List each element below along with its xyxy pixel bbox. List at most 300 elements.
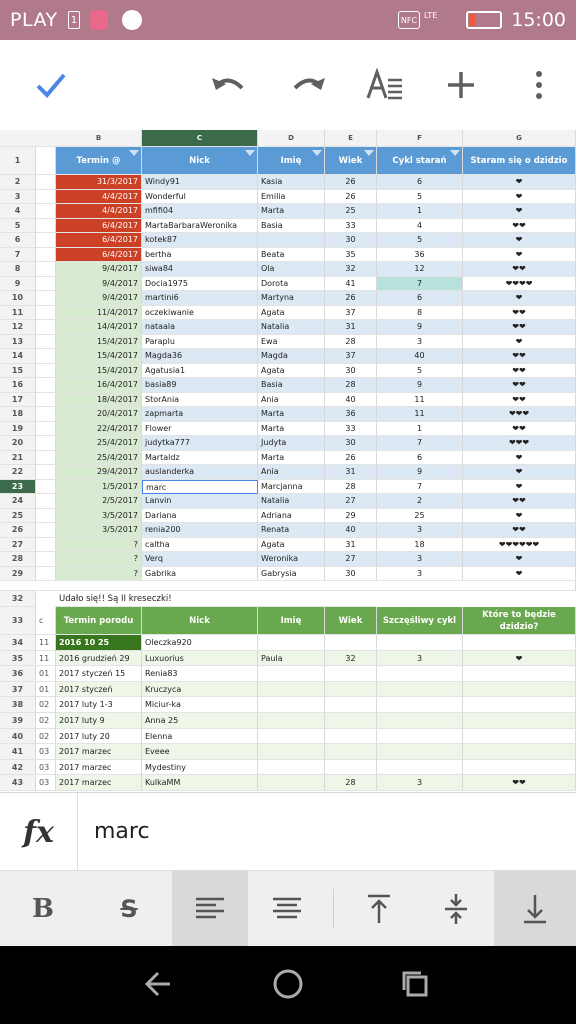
table-cell[interactable]: Agata xyxy=(258,538,325,553)
row-number[interactable]: 8 xyxy=(0,262,36,277)
bold-button[interactable] xyxy=(0,871,86,947)
filter-icon[interactable] xyxy=(245,150,255,156)
table-cell[interactable]: 32 xyxy=(325,262,377,277)
hearts-cell[interactable]: ❤❤ xyxy=(463,320,576,335)
table-cell[interactable]: Wonderful xyxy=(142,190,258,205)
empty-cell[interactable] xyxy=(36,262,56,277)
table-cell[interactable] xyxy=(258,682,325,698)
table-cell[interactable] xyxy=(325,729,377,745)
table-cell[interactable]: 28 xyxy=(325,775,377,791)
table-cell[interactable] xyxy=(325,713,377,729)
date-cell[interactable]: 25/4/2017 xyxy=(56,451,142,466)
row-number[interactable]: 35 xyxy=(0,651,36,667)
date-cell[interactable]: 14/4/2017 xyxy=(56,320,142,335)
table-cell[interactable]: MartaBarbaraWeronika xyxy=(142,219,258,234)
table-cell[interactable]: Paraplu xyxy=(142,335,258,350)
table-cell[interactable]: Eveee xyxy=(142,744,258,760)
date-cell[interactable]: 2/5/2017 xyxy=(56,494,142,509)
table-cell[interactable]: Dorota xyxy=(258,277,325,292)
table-cell[interactable]: 30 xyxy=(325,436,377,451)
empty-cell[interactable] xyxy=(36,465,56,480)
table-cell[interactable]: 33 xyxy=(325,219,377,234)
table-cell[interactable]: Marta xyxy=(258,204,325,219)
table-cell[interactable]: 3 xyxy=(377,775,463,791)
table-cell[interactable]: Ewa xyxy=(258,335,325,350)
hearts-cell[interactable]: ❤❤ xyxy=(463,378,576,393)
column-letter[interactable]: F xyxy=(377,130,463,147)
table-cell[interactable]: 33 xyxy=(325,422,377,437)
date-cell[interactable]: 22/4/2017 xyxy=(56,422,142,437)
table-cell[interactable]: auslanderka xyxy=(142,465,258,480)
empty-cell[interactable] xyxy=(36,335,56,350)
table-cell[interactable] xyxy=(377,713,463,729)
row-number[interactable]: 17 xyxy=(0,393,36,408)
table-cell[interactable] xyxy=(325,744,377,760)
table-cell[interactable] xyxy=(258,635,325,651)
table-cell[interactable]: Mydestiny xyxy=(142,760,258,776)
table-cell[interactable]: 6 xyxy=(377,175,463,190)
undo-button[interactable] xyxy=(206,62,252,108)
table-cell[interactable] xyxy=(258,233,325,248)
selected-cell[interactable]: marc xyxy=(142,480,258,495)
cell-col-a[interactable]: 03 xyxy=(36,744,56,760)
date-cell[interactable]: 6/4/2017 xyxy=(56,233,142,248)
header-cell[interactable]: Wiek xyxy=(325,147,377,175)
table-cell[interactable]: 27 xyxy=(325,552,377,567)
header-cell[interactable]: Wiek xyxy=(325,607,377,635)
empty-cell[interactable] xyxy=(36,407,56,422)
table-cell[interactable] xyxy=(325,666,377,682)
date-cell[interactable]: 3/5/2017 xyxy=(56,509,142,524)
cell-col-a[interactable]: 01 xyxy=(36,666,56,682)
table-cell[interactable]: 28 xyxy=(325,480,377,495)
table-cell[interactable]: Marcjanna xyxy=(258,480,325,495)
table-cell[interactable]: 30 xyxy=(325,567,377,582)
table-cell[interactable]: 41 xyxy=(325,277,377,292)
header-cell[interactable]: Staram się o dzidzio xyxy=(463,147,576,175)
table-cell[interactable]: Marta xyxy=(258,407,325,422)
date-cell[interactable]: 2017 styczeń 15 xyxy=(56,666,142,682)
back-icon[interactable] xyxy=(140,964,180,1004)
table-cell[interactable]: 26 xyxy=(325,190,377,205)
empty-cell[interactable] xyxy=(36,204,56,219)
cell-col-a[interactable]: 11 xyxy=(36,635,56,651)
date-cell[interactable]: ? xyxy=(56,567,142,582)
cell-col-a[interactable]: 02 xyxy=(36,729,56,745)
table-cell[interactable]: 25 xyxy=(325,204,377,219)
cell-col-a[interactable]: 01 xyxy=(36,682,56,698)
date-cell[interactable]: 2017 luty 9 xyxy=(56,713,142,729)
date-cell[interactable]: 16/4/2017 xyxy=(56,378,142,393)
row-number[interactable]: 22 xyxy=(0,465,36,480)
table-cell[interactable] xyxy=(463,697,576,713)
hearts-cell[interactable]: ❤ xyxy=(463,248,576,263)
row-number[interactable]: 2 xyxy=(0,175,36,190)
table-cell[interactable]: 31 xyxy=(325,538,377,553)
hearts-cell[interactable]: ❤❤ xyxy=(463,393,576,408)
table-cell[interactable]: zapmarta xyxy=(142,407,258,422)
empty-cell[interactable] xyxy=(36,523,56,538)
table-cell[interactable]: 30 xyxy=(325,364,377,379)
empty-cell[interactable] xyxy=(36,451,56,466)
row-number[interactable]: 40 xyxy=(0,729,36,745)
table-cell[interactable]: 26 xyxy=(325,451,377,466)
hearts-cell[interactable]: ❤❤ xyxy=(463,494,576,509)
date-cell[interactable]: 2017 marzec xyxy=(56,760,142,776)
date-cell[interactable]: 2016 grudzień 29 xyxy=(56,651,142,667)
table-cell[interactable]: Renata xyxy=(258,523,325,538)
date-cell[interactable]: 2017 marzec xyxy=(56,775,142,791)
insert-button[interactable] xyxy=(438,62,484,108)
row-number[interactable]: 25 xyxy=(0,509,36,524)
row-number[interactable]: 7 xyxy=(0,248,36,263)
table-cell[interactable]: 5 xyxy=(377,190,463,205)
column-letter[interactable]: E xyxy=(325,130,377,147)
table-cell[interactable]: 1 xyxy=(377,204,463,219)
table-cell[interactable] xyxy=(463,760,576,776)
table-cell[interactable]: Gabrika xyxy=(142,567,258,582)
table-cell[interactable]: Flower xyxy=(142,422,258,437)
hearts-cell[interactable]: ❤❤ xyxy=(463,523,576,538)
table-cell[interactable]: 3 xyxy=(377,523,463,538)
table-cell[interactable] xyxy=(377,682,463,698)
table-cell[interactable] xyxy=(258,744,325,760)
more-options-button[interactable] xyxy=(516,62,562,108)
table-cell[interactable]: Natalia xyxy=(258,320,325,335)
table-cell[interactable] xyxy=(377,744,463,760)
table-cell[interactable] xyxy=(325,760,377,776)
table-cell[interactable]: 6 xyxy=(377,291,463,306)
table-cell[interactable] xyxy=(377,729,463,745)
table-cell[interactable]: Judyta xyxy=(258,436,325,451)
table-cell[interactable] xyxy=(258,729,325,745)
table-cell[interactable]: nataala xyxy=(142,320,258,335)
table-cell[interactable] xyxy=(463,744,576,760)
row-number[interactable]: 32 xyxy=(0,591,36,607)
table-cell[interactable]: Verq xyxy=(142,552,258,567)
row-number[interactable]: 38 xyxy=(0,697,36,713)
table-cell[interactable] xyxy=(463,682,576,698)
row-number[interactable]: 27 xyxy=(0,538,36,553)
table-cell[interactable]: bertha xyxy=(142,248,258,263)
empty-cell[interactable] xyxy=(36,349,56,364)
header-cell[interactable]: Szczęśliwy cykl xyxy=(377,607,463,635)
hearts-cell[interactable]: ❤ xyxy=(463,204,576,219)
align-center-button[interactable] xyxy=(248,871,326,947)
table-cell[interactable]: Anna 25 xyxy=(142,713,258,729)
table-cell[interactable]: 1 xyxy=(377,422,463,437)
table-cell[interactable]: 40 xyxy=(377,349,463,364)
date-cell[interactable]: 15/4/2017 xyxy=(56,364,142,379)
header-cell[interactable]: Nick xyxy=(142,147,258,175)
table-cell[interactable]: Weronika xyxy=(258,552,325,567)
table-cell[interactable]: 6 xyxy=(377,451,463,466)
row-number[interactable]: 4 xyxy=(0,204,36,219)
table-cell[interactable]: 36 xyxy=(377,248,463,263)
hearts-cell[interactable]: ❤ xyxy=(463,335,576,350)
hearts-cell[interactable]: ❤ xyxy=(463,567,576,582)
home-icon[interactable] xyxy=(268,964,308,1004)
table-cell[interactable]: Martyna xyxy=(258,291,325,306)
table-cell[interactable]: Renia83 xyxy=(142,666,258,682)
empty-cell[interactable] xyxy=(36,190,56,205)
table-cell[interactable]: 5 xyxy=(377,364,463,379)
hearts-cell[interactable]: ❤ xyxy=(463,465,576,480)
hearts-cell[interactable]: ❤❤❤ xyxy=(463,436,576,451)
date-cell[interactable]: 3/5/2017 xyxy=(56,523,142,538)
row-number[interactable]: 43 xyxy=(0,775,36,791)
table-cell[interactable]: 40 xyxy=(325,393,377,408)
row-number[interactable]: 33 xyxy=(0,607,36,635)
table-cell[interactable]: 36 xyxy=(325,407,377,422)
cell-col-a[interactable]: 03 xyxy=(36,760,56,776)
table-cell[interactable]: Emilia xyxy=(258,190,325,205)
table-cell[interactable]: Ania xyxy=(258,465,325,480)
empty-cell[interactable] xyxy=(36,219,56,234)
date-cell[interactable]: 15/4/2017 xyxy=(56,335,142,350)
table-cell[interactable]: 9 xyxy=(377,320,463,335)
table-cell[interactable]: 3 xyxy=(377,567,463,582)
table-cell[interactable]: 31 xyxy=(325,320,377,335)
filter-icon[interactable] xyxy=(450,150,460,156)
date-cell[interactable]: 1/5/2017 xyxy=(56,480,142,495)
empty-cell[interactable] xyxy=(36,233,56,248)
table-cell[interactable]: oczekiwanie xyxy=(142,306,258,321)
empty-cell[interactable] xyxy=(36,277,56,292)
table-cell[interactable]: 28 xyxy=(325,335,377,350)
table-cell[interactable]: Paula xyxy=(258,651,325,667)
date-cell[interactable]: 2017 luty 1-3 xyxy=(56,697,142,713)
empty-cell[interactable] xyxy=(36,422,56,437)
table-cell[interactable]: 9 xyxy=(377,465,463,480)
table-cell[interactable]: 11 xyxy=(377,407,463,422)
confirm-button[interactable] xyxy=(28,62,74,108)
table-cell[interactable]: Marta xyxy=(258,422,325,437)
hearts-cell[interactable]: ❤ xyxy=(463,552,576,567)
table-cell[interactable]: Basia xyxy=(258,219,325,234)
formula-input[interactable]: marc xyxy=(94,819,150,844)
recents-icon[interactable] xyxy=(396,964,436,1004)
hearts-cell[interactable]: ❤ xyxy=(463,480,576,495)
row-number[interactable]: 14 xyxy=(0,349,36,364)
hearts-cell[interactable]: ❤❤❤ xyxy=(463,407,576,422)
hearts-cell[interactable]: ❤ xyxy=(463,190,576,205)
table-cell[interactable]: Lanvin xyxy=(142,494,258,509)
table-cell[interactable]: Kasia xyxy=(258,175,325,190)
row-number[interactable]: 36 xyxy=(0,666,36,682)
table-cell[interactable]: 26 xyxy=(325,175,377,190)
table-cell[interactable] xyxy=(377,697,463,713)
date-cell[interactable]: 6/4/2017 xyxy=(56,219,142,234)
table-cell[interactable]: ❤❤ xyxy=(463,775,576,791)
hearts-cell[interactable]: ❤ xyxy=(463,451,576,466)
empty-cell[interactable] xyxy=(36,567,56,582)
empty-row[interactable] xyxy=(0,581,576,591)
table-cell[interactable]: 3 xyxy=(377,552,463,567)
table-cell[interactable]: Oleczka920 xyxy=(142,635,258,651)
hearts-cell[interactable]: ❤ xyxy=(463,509,576,524)
table-cell[interactable] xyxy=(325,635,377,651)
table-cell[interactable] xyxy=(258,697,325,713)
table-cell[interactable]: 37 xyxy=(325,306,377,321)
hearts-cell[interactable]: ❤❤ xyxy=(463,349,576,364)
date-cell[interactable]: 11/4/2017 xyxy=(56,306,142,321)
header-cell[interactable]: Imię xyxy=(258,607,325,635)
date-cell[interactable]: 4/4/2017 xyxy=(56,190,142,205)
row-number[interactable]: 12 xyxy=(0,320,36,335)
table-cell[interactable]: 4 xyxy=(377,219,463,234)
row-number[interactable]: 16 xyxy=(0,378,36,393)
cell-col-a[interactable]: 02 xyxy=(36,713,56,729)
table-cell[interactable]: Martaldz xyxy=(142,451,258,466)
hearts-cell[interactable]: ❤ xyxy=(463,175,576,190)
empty-cell[interactable] xyxy=(36,320,56,335)
table-cell[interactable]: 5 xyxy=(377,233,463,248)
date-cell[interactable]: 29/4/2017 xyxy=(56,465,142,480)
table-cell[interactable]: KulkaMM xyxy=(142,775,258,791)
date-cell[interactable]: 20/4/2017 xyxy=(56,407,142,422)
row-number[interactable]: 13 xyxy=(0,335,36,350)
row-number[interactable]: 24 xyxy=(0,494,36,509)
spreadsheet-grid[interactable] xyxy=(0,130,576,792)
row-number[interactable]: 19 xyxy=(0,422,36,437)
table-cell[interactable]: 7 xyxy=(377,277,463,292)
text-format-button[interactable] xyxy=(362,62,408,108)
table-cell[interactable]: Agatusia1 xyxy=(142,364,258,379)
row-number[interactable]: 37 xyxy=(0,682,36,698)
table-cell[interactable]: renia200 xyxy=(142,523,258,538)
table-cell[interactable]: Elenna xyxy=(142,729,258,745)
row-number[interactable]: 15 xyxy=(0,364,36,379)
header-cell[interactable]: Które to będzie dzidzio? xyxy=(463,607,576,635)
table-cell[interactable]: Natalia xyxy=(258,494,325,509)
row-number[interactable]: 18 xyxy=(0,407,36,422)
hearts-cell[interactable]: ❤ xyxy=(463,291,576,306)
row-number[interactable]: 3 xyxy=(0,190,36,205)
table-cell[interactable] xyxy=(258,713,325,729)
table-cell[interactable]: Windy91 xyxy=(142,175,258,190)
empty-cell[interactable] xyxy=(36,436,56,451)
empty-cell[interactable] xyxy=(36,538,56,553)
table-cell[interactable]: ❤ xyxy=(463,651,576,667)
empty-cell[interactable] xyxy=(36,364,56,379)
table-cell[interactable]: 31 xyxy=(325,465,377,480)
table-cell[interactable]: 9 xyxy=(377,378,463,393)
date-cell[interactable]: 18/4/2017 xyxy=(56,393,142,408)
table-cell[interactable]: 27 xyxy=(325,494,377,509)
empty-cell[interactable] xyxy=(36,393,56,408)
table-cell[interactable] xyxy=(258,775,325,791)
header-cell[interactable]: Nick xyxy=(142,607,258,635)
date-cell[interactable]: 2017 styczeń xyxy=(56,682,142,698)
table-cell[interactable]: caltha xyxy=(142,538,258,553)
table-cell[interactable]: basia89 xyxy=(142,378,258,393)
row-number[interactable]: 42 xyxy=(0,760,36,776)
date-cell[interactable]: ? xyxy=(56,552,142,567)
table-cell[interactable]: 11 xyxy=(377,393,463,408)
table-cell[interactable]: 26 xyxy=(325,291,377,306)
table-cell[interactable]: Marta xyxy=(258,451,325,466)
table-cell[interactable]: 2 xyxy=(377,494,463,509)
table-cell[interactable]: StorAnia xyxy=(142,393,258,408)
row-number[interactable]: 34 xyxy=(0,635,36,651)
table-cell[interactable]: siwa84 xyxy=(142,262,258,277)
table-cell[interactable] xyxy=(325,697,377,713)
table-cell[interactable]: 40 xyxy=(325,523,377,538)
row-number[interactable]: 28 xyxy=(0,552,36,567)
table-cell[interactable]: 8 xyxy=(377,306,463,321)
table-cell[interactable]: 18 xyxy=(377,538,463,553)
date-cell[interactable]: 15/4/2017 xyxy=(56,349,142,364)
table-cell[interactable] xyxy=(463,635,576,651)
cell-col-a[interactable]: 11 xyxy=(36,651,56,667)
header-cell[interactable]: Termin @ xyxy=(56,147,142,175)
cell-col-a[interactable]: 03 xyxy=(36,775,56,791)
empty-cell[interactable] xyxy=(36,147,56,175)
hearts-cell[interactable]: ❤❤ xyxy=(463,306,576,321)
filter-icon[interactable] xyxy=(129,150,139,156)
table-cell[interactable]: 35 xyxy=(325,248,377,263)
row-number[interactable]: 29 xyxy=(0,567,36,582)
table-cell[interactable]: Gabrysia xyxy=(258,567,325,582)
column-letter[interactable]: D xyxy=(258,130,325,147)
table-cell[interactable]: Agata xyxy=(258,364,325,379)
empty-cell[interactable] xyxy=(36,509,56,524)
hearts-cell[interactable]: ❤❤ xyxy=(463,262,576,277)
table-cell[interactable] xyxy=(377,635,463,651)
table-cell[interactable]: judytka777 xyxy=(142,436,258,451)
date-cell[interactable]: ? xyxy=(56,538,142,553)
table-cell[interactable] xyxy=(325,682,377,698)
table-cell[interactable] xyxy=(258,760,325,776)
cell-col-a[interactable]: 02 xyxy=(36,697,56,713)
table-cell[interactable]: Magda36 xyxy=(142,349,258,364)
date-cell[interactable]: 2017 marzec xyxy=(56,744,142,760)
date-cell[interactable]: 25/4/2017 xyxy=(56,436,142,451)
date-cell[interactable]: 2017 luty 20 xyxy=(56,729,142,745)
table-cell[interactable]: mfifi04 xyxy=(142,204,258,219)
date-cell[interactable]: 9/4/2017 xyxy=(56,277,142,292)
row-number[interactable]: 41 xyxy=(0,744,36,760)
row-number[interactable]: 6 xyxy=(0,233,36,248)
table-cell[interactable]: Dariana xyxy=(142,509,258,524)
header-cell[interactable]: Imię xyxy=(258,147,325,175)
row-number[interactable]: 9 xyxy=(0,277,36,292)
table-cell[interactable]: Magda xyxy=(258,349,325,364)
table-cell[interactable]: Beata xyxy=(258,248,325,263)
filter-icon[interactable] xyxy=(364,150,374,156)
valign-top-button[interactable] xyxy=(340,871,418,947)
strikethrough-button[interactable] xyxy=(86,871,172,947)
table-cell[interactable] xyxy=(463,713,576,729)
column-letter[interactable]: C xyxy=(142,130,258,147)
align-left-button[interactable] xyxy=(172,871,248,947)
hearts-cell[interactable]: ❤❤❤❤ xyxy=(463,277,576,292)
table-cell[interactable] xyxy=(377,666,463,682)
table-cell[interactable] xyxy=(463,666,576,682)
table-cell[interactable]: Adriana xyxy=(258,509,325,524)
table-cell[interactable]: 32 xyxy=(325,651,377,667)
table-cell[interactable]: 7 xyxy=(377,436,463,451)
table-cell[interactable]: Kruczyca xyxy=(142,682,258,698)
table-cell[interactable] xyxy=(463,729,576,745)
table-cell[interactable]: Basia xyxy=(258,378,325,393)
table-cell[interactable]: 29 xyxy=(325,509,377,524)
row-number[interactable]: 21 xyxy=(0,451,36,466)
hearts-cell[interactable]: ❤❤❤❤❤❤ xyxy=(463,538,576,553)
row-number[interactable]: 20 xyxy=(0,436,36,451)
date-cell[interactable]: 9/4/2017 xyxy=(56,262,142,277)
